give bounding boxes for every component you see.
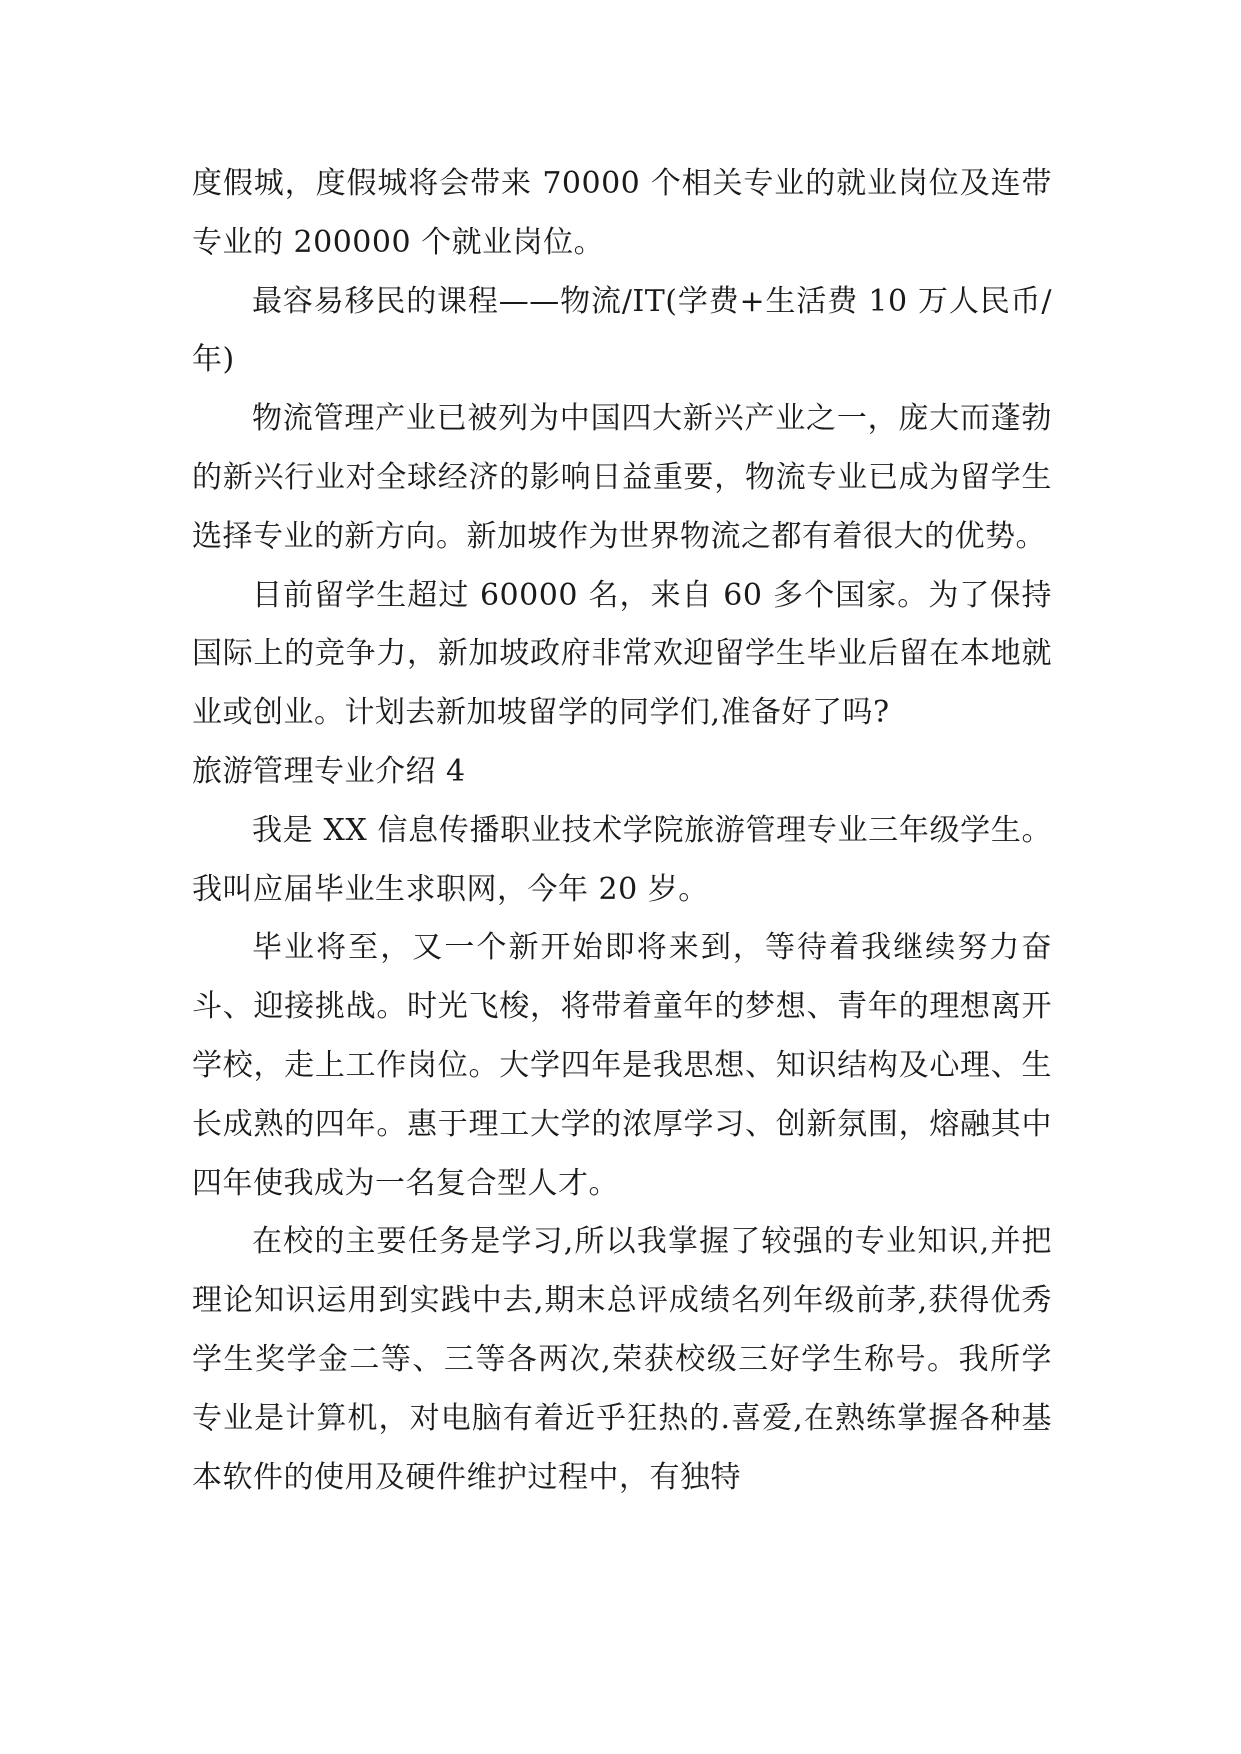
section-heading: 旅游管理专业介绍 4 bbox=[192, 753, 466, 789]
document-body bbox=[192, 155, 1052, 1507]
paragraph-self-intro: 我是 XX 信息传播职业技术学院旅游管理专业三年级学生。我叫应届毕业生求职网，今年 20 岁。 bbox=[192, 812, 1052, 907]
paragraph-graduation: 毕业将至，又一个新开始即将来到，等待着我继续努力奋斗、迎接挑战。时光飞梭，将带着童年的梦想、青年的理想离开学校，走上工作岗位。大学四年是我思想、知识结构及心理、生长成熟的四年。惠于理工大学的浓厚学习、创新氛围，熔融其中四年使我成为一名复合型人才。 bbox=[192, 930, 1052, 1201]
paragraph-logistics: 物流管理产业已被列为中国四大新兴产业之一，庞大而蓬勃的新兴行业对全球经济的影响日益重要，物流专业已成为留学生选择专业的新方向。新加坡作为世界物流之都有着很大的优势。 bbox=[192, 401, 1052, 554]
paragraph-students: 目前留学生超过 60000 名，来自 60 多个国家。为了保持国际上的竞争力，新加坡政府非常欢迎留学生毕业后留在本地就业或创业。计划去新加坡留学的同学们,准备好了吗? bbox=[192, 577, 1052, 731]
paragraph-intro-continued: 度假城，度假城将会带来 70000 个相关专业的就业岗位及连带专业的 200000 个就业岗位。 bbox=[192, 166, 1052, 260]
paragraph-study: 在校的主要任务是学习,所以我掌握了较强的专业知识,并把理论知识运用到实践中去,期末总评成绩名列年级前茅,获得优秀学生奖学金二等、三等各两次,荣获校级三好学生称号。我所学专业是计算机，对电脑有着近乎狂热的.喜爱,在熟练掌握各种基本软件的使用及硬件维护过程中，有独特 bbox=[192, 1224, 1052, 1495]
paragraph-course-heading: 最容易移民的课程——物流/IT(学费+生活费 10 万人民币/年) bbox=[192, 283, 1052, 378]
